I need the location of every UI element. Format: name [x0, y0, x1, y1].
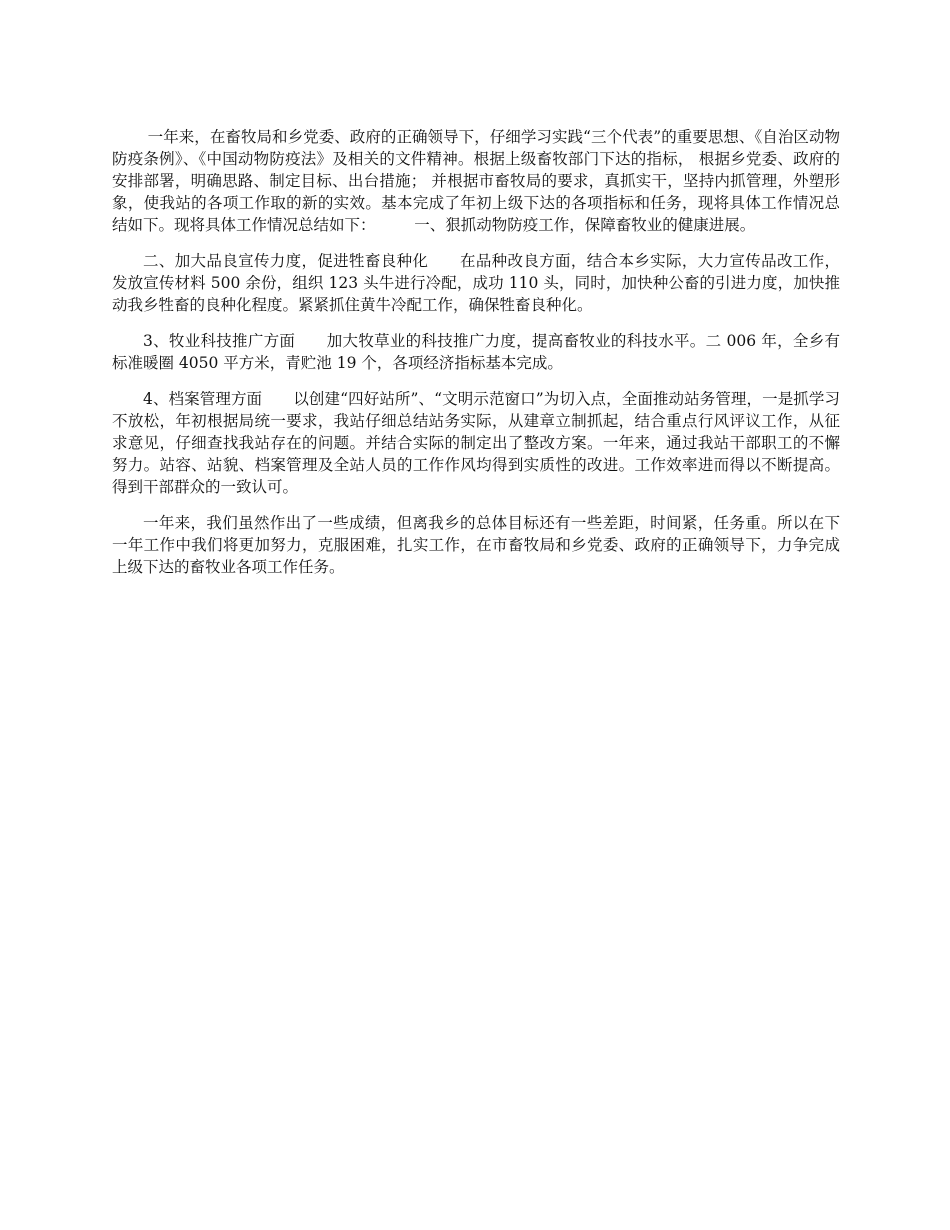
paragraph-breed-improvement: 二、加大品良宣传力度，促进牲畜良种化 在品种改良方面，结合本乡实际，大力宣传品改工作，发放宣传材料 500 余份，组织 123 头牛进行冷配，成功 110 头，同时，加快种公畜的引进力度，加快推动我乡牲畜的良种化程度。紧紧抓住黄牛冷配工作，确保牲畜良种化。 — [112, 252, 840, 314]
paragraph-intro: 一年来，在畜牧局和乡党委、政府的正确领导下，仔细学习实践“三个代表”的重要思想、《自治区动物防疫条例》、《中国动物防疫法》及相关的文件精神。根据上级畜牧部门下达的指标， 根据乡党委、政府的安排部署，明确思路、制定目标、出台措施； 并根据市畜牧局的要求，真抓实干，坚持内抓管理，外塑形象，使我站的各项工作取的新的实效。基本完成了年初上级下达的各项指标和任务，现将具体工作情况总结如下。现将具体工作情况总结如下： 一、狠抓动物防疫工作，保障畜牧业的健康进展。 — [112, 128, 840, 234]
paragraph-tech-promotion: 3、牧业科技推广方面 加大牧草业的科技推广力度，提高畜牧业的科技水平。二 006 年，全乡有标准暖圈 4050 平方米，青贮池 19 个，各项经济指标基本完成。 — [112, 332, 840, 372]
paragraph-archive-management: 4、档案管理方面 以创建“四好站所”、“文明示范窗口”为切入点，全面推动站务管理，一是抓学习不放松，年初根据局统一要求，我站仔细总结站务实际，从建章立制抓起，结合重点行风评议工作，从征求意见，仔细查找我站存在的问题。并结合实际的制定出了整改方案。一年来，通过我站干部职工的不懈努力。站容、站貌、档案管理及全站人员的工作作风均得到实质性的改进。工作效率进而得以不断提高。得到干部群众的一致认可。 — [112, 390, 840, 496]
paragraph-conclusion: 一年来，我们虽然作出了一些成绩，但离我乡的总体目标还有一些差距，时间紧，任务重。所以在下一年工作中我们将更加努力，克服困难，扎实工作，在市畜牧局和乡党委、政府的正确领导下，力争完成上级下达的畜牧业各项工作任务。 — [112, 514, 840, 576]
document-body — [112, 126, 840, 592]
